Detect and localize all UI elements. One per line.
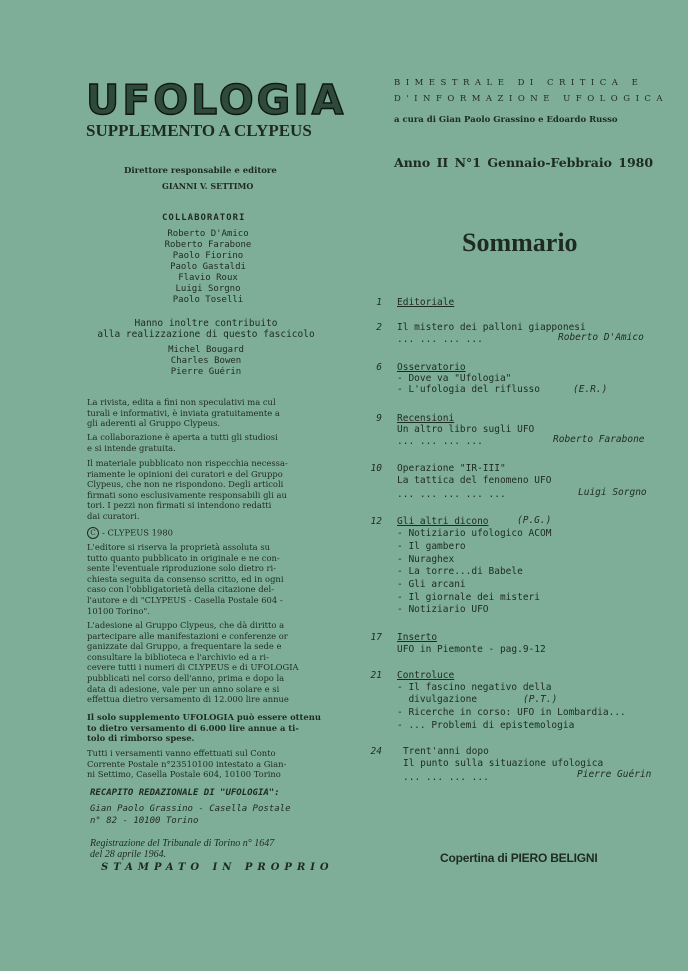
paragraph-payments [87, 748, 286, 780]
toc-author: (E.R.) [573, 384, 608, 395]
toc-leader-dots: ... ... ... ... [403, 772, 489, 783]
copyright-icon: C [87, 527, 99, 539]
contributor-name: Michel Bougard [168, 345, 244, 355]
text-line: Il solo supplemento UFOLOGIA può essere ottenu [87, 712, 321, 722]
text-line: La rivista, edita a fini non speculativi ma cul [87, 397, 276, 407]
text-line: partecipare alle manifestazioni e conferenze or [87, 630, 288, 641]
text-line: Corrente Postale n°23510100 intestato a Gian- [87, 758, 287, 769]
toc-page-number: 12 [370, 516, 382, 527]
toc-article-title: Operazione "IR-III" [397, 463, 506, 474]
toc-page-number: 17 [370, 632, 382, 643]
issue-line: Anno II N°1 Gennaio-Febbraio 1980 [394, 155, 654, 170]
contributors-line-2: alla realizzazione di questo fascicolo [97, 329, 315, 340]
text-line: cevere tutti i numeri di CLYPEUS e di UFOLOGIA [87, 662, 299, 673]
toc-article-title: - Il giornale dei misteri [397, 592, 540, 603]
text-line: firmati sono esclusivamente responsabili gli au [87, 489, 287, 500]
toc-leader-dots: ... ... ... ... [397, 334, 483, 345]
text-line: ni Settimo, Casella Postale 604, 10100 Torino [87, 769, 281, 780]
toc-article-title: - Gli arcani [397, 579, 466, 590]
text-line: data di adesione, vale per un anno solare e si [87, 683, 280, 694]
collaborators-title: COLLABORATORI [162, 213, 246, 223]
paragraph-rights [87, 542, 284, 616]
toc-author: Roberto Farabone [553, 434, 645, 445]
paragraph-membership [87, 620, 299, 705]
collaborator-name: Paolo Gastaldi [170, 262, 246, 272]
contributor-name: Pierre Guérin [170, 367, 242, 377]
toc-page-number: 10 [370, 463, 382, 474]
toc-article-title: Un altro libro sugli UFO [397, 424, 535, 435]
toc-author: Roberto D'Amico [558, 332, 644, 343]
text-line: l'autore e di "CLYPEUS - Casella Postale 604 - [87, 594, 283, 605]
text-line: tori. I pezzi non firmati si intendono redatti [87, 500, 272, 511]
director-label: Direttore responsabile e editore [124, 166, 277, 176]
toc-article-title: - Nuraghex [397, 554, 455, 565]
collaborator-name: Roberto D'Amico [167, 229, 249, 239]
toc-article-title: Trent'anni dopo [403, 746, 489, 757]
toc-article-title: - Dove va "Ufologia" [397, 373, 512, 384]
text-line: tolo di rimborso spese. [87, 733, 195, 744]
recapito-line-1: Gian Paolo Grassino - Casella Postale [90, 804, 291, 814]
text-line: chiesta seguita da consenso scritto, ed in ogni [87, 573, 284, 584]
toc-article-title: divulgazione [397, 694, 478, 705]
collaborator-name: Roberto Farabone [164, 240, 252, 250]
text-line: ganizzate dal Gruppo, a frequentare la sede e [87, 641, 282, 652]
text-line: caso con l'obbligatorietà della citazione del- [87, 584, 275, 595]
text-line: L'adesione al Gruppo Clypeus, che dà diritto a [87, 620, 285, 630]
text-line: riamente le opinioni dei curatori e del Gruppo [87, 468, 283, 479]
toc-author: (P.G.) [517, 515, 552, 526]
copyright-text: - CLYPEUS 1980 [102, 527, 173, 538]
toc-article-title: - Notiziario UFO [397, 604, 489, 615]
text-line: gli aderenti al Gruppo Clypeus. [87, 418, 221, 429]
toc-section-title: Inserto [397, 632, 438, 643]
printed-by-line: STAMPATO IN PROPRIO [101, 862, 334, 873]
toc-article-title: La tattica del fenomeno UFO [397, 475, 552, 486]
toc-article-title: UFO in Piemonte - pag.9-12 [397, 644, 546, 655]
toc-page-number: 21 [370, 670, 382, 681]
description-line-2: D'INFORMAZIONE UFOLOGICA [394, 94, 669, 104]
paragraph-collaboration [87, 432, 278, 453]
paragraph-distribution [87, 397, 280, 429]
toc-author: Pierre Guérin [577, 769, 652, 780]
registration-line-2: del 28 aprile 1964. [90, 849, 167, 860]
supplement-title: SUPPLEMENTO A CLYPEUS [86, 121, 312, 140]
text-line: Clypeus, che non ne rispondono. Degli articoli [87, 479, 284, 490]
text-line: turali e informativi, è inviata gratuitamente a [87, 407, 280, 418]
text-line: 10100 Torino". [87, 605, 150, 616]
text-line: sente l'eventuale riproduzione solo dietro ri- [87, 563, 276, 574]
collaborator-name: Flavio Roux [178, 273, 238, 283]
text-line: L'editore si riserva la proprietà assoluta su [87, 542, 271, 552]
registration-line-1: Registrazione del Tribunale di Torino n° 1647 [90, 838, 275, 849]
text-line: e si intende gratuita. [87, 442, 176, 453]
toc-article-title: - Il gambero [397, 541, 466, 552]
toc-article-title: - Ricerche in corso: UFO in Lombardia... [397, 707, 626, 718]
toc-article-title: Il mistero dei palloni giapponesi [397, 322, 586, 333]
toc-article-title: - Il fascino negativo della [397, 682, 552, 693]
toc-page-number: 9 [376, 413, 382, 424]
director-name: GIANNI V. SETTIMO [162, 181, 254, 191]
sommario-title: Sommario [462, 228, 578, 257]
collaborator-name: Paolo Fiorino [172, 251, 244, 261]
editors-line: a cura di Gian Paolo Grassino e Edoardo Russo [394, 115, 618, 125]
text-line: Tutti i versamenti vanno effettuati sul Conto [87, 748, 276, 758]
recapito-line-2: n° 82 - 10100 Torino [90, 816, 199, 826]
text-line: dai curatori. [87, 510, 140, 521]
text-line: La collaborazione è aperta a tutti gli studiosi [87, 432, 278, 442]
toc-section-title: Osservatorio [397, 362, 466, 373]
toc-section-title: Controluce [397, 670, 455, 681]
toc-article-title: - La torre...di Babele [397, 566, 523, 577]
toc-section-title: Editoriale [397, 297, 455, 308]
toc-page-number: 24 [370, 746, 382, 757]
text-line: pubblicati nel corso dell'anno, prima e dopo la [87, 672, 285, 683]
paragraph-disclaimer [87, 458, 288, 522]
cover-credit: Copertina di PIERO BELIGNI [440, 851, 598, 865]
collaborator-name: Luigi Sorgno [175, 284, 241, 294]
toc-section-title: Recensioni [397, 413, 455, 424]
text-line: Il materiale pubblicato non rispecchia necessa- [87, 458, 288, 468]
toc-author: (P.T.) [523, 694, 558, 705]
text-line: tutto quanto pubblicato in originale e ne con- [87, 552, 280, 563]
text-line: to dietro versamento di 6.000 lire annue a ti- [87, 722, 299, 733]
toc-page-number: 6 [376, 362, 382, 373]
recapito-title: RECAPITO REDAZIONALE DI "UFOLOGIA": [90, 788, 280, 798]
copyright-line [87, 527, 173, 539]
toc-article-title: - Notiziario ufologico ACOM [397, 528, 552, 539]
contributors-line-1: Hanno inoltre contribuito [134, 318, 278, 329]
description-line-1: BIMESTRALE DI CRITICA E [394, 78, 644, 88]
paragraph-supplement-fee [87, 712, 321, 744]
text-line: effettua dietro versamento di 12.000 lire annue [87, 694, 289, 705]
toc-page-number: 1 [376, 297, 382, 308]
toc-page-number: 2 [376, 322, 382, 333]
toc-author: Luigi Sorgno [578, 487, 647, 498]
text-line: consultare la biblioteca e l'archivio ed a ri- [87, 651, 269, 662]
ufologia-logo: UFOLOGIA [86, 76, 347, 124]
toc-article-title: Il punto sulla situazione ufologica [403, 758, 604, 769]
toc-leader-dots: ... ... ... ... [397, 436, 483, 447]
toc-article-title: - ... Problemi di epistemologia [397, 720, 575, 731]
toc-section-title: Gli altri dicono [397, 516, 489, 527]
contributor-name: Charles Bowen [170, 356, 242, 366]
toc-leader-dots: ... ... ... ... ... [397, 489, 506, 500]
collaborator-name: Paolo Toselli [172, 295, 244, 305]
toc-article-title: - L'ufologia del riflusso [397, 384, 540, 395]
